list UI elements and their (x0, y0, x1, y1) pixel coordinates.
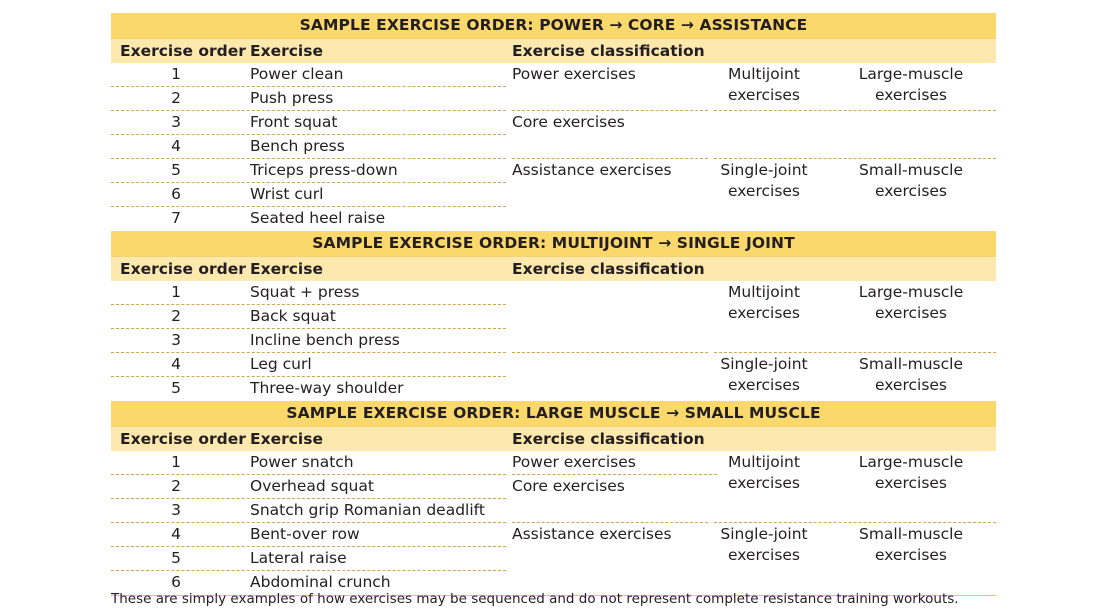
joint-group-label: Single-joint (720, 161, 808, 179)
header-row (111, 256, 996, 281)
exercise-name-cell: Overhead squat (250, 477, 374, 495)
exercise-order-cell: 5 (171, 161, 181, 179)
exercise-name-cell: Wrist curl (250, 185, 324, 203)
row-divider (111, 134, 506, 135)
exercise-name-cell: Push press (250, 89, 334, 107)
exercise-order-cell: 1 (171, 283, 181, 301)
joint-group-label: exercises (727, 376, 801, 394)
exercise-name-cell: Three-way shoulder (250, 379, 404, 397)
joint-group-label: Multijoint (728, 453, 800, 471)
joint-group-label: exercises (727, 86, 801, 104)
exercise-name-cell: Incline bench press (250, 331, 400, 349)
row-divider (111, 86, 506, 87)
header-exercise-order: Exercise order (120, 430, 246, 448)
exercise-name-cell: Leg curl (250, 355, 312, 373)
muscle-group-label: exercises (874, 86, 948, 104)
row-divider (111, 376, 506, 377)
classification-label: Core exercises (512, 113, 625, 131)
muscle-group-label: exercises (874, 182, 948, 200)
muscle-group-label: Large-muscle (858, 65, 964, 83)
exercise-name-cell: Front squat (250, 113, 338, 131)
muscle-group-label: Large-muscle (858, 453, 964, 471)
row-divider (111, 206, 506, 207)
exercise-name-cell: Power snatch (250, 453, 354, 471)
muscle-group-label: Small-muscle (858, 161, 963, 179)
exercise-name-cell: Squat + press (250, 283, 360, 301)
joint-group-label: Single-joint (720, 355, 808, 373)
row-divider (714, 158, 996, 159)
header-exercise-classification: Exercise classification (512, 260, 705, 278)
exercise-order-cell: 1 (171, 65, 181, 83)
row-divider (111, 304, 506, 305)
joint-group-label: exercises (727, 182, 801, 200)
exercise-order-cell: 6 (171, 185, 181, 203)
classification-label: Assistance exercises (512, 525, 672, 543)
header-exercise: Exercise (250, 42, 323, 60)
row-divider (111, 158, 506, 159)
row-divider (111, 352, 506, 353)
header-exercise-order: Exercise order (120, 42, 246, 60)
exercise-order-cell: 1 (171, 453, 181, 471)
joint-group-label: exercises (727, 474, 801, 492)
exercise-name-cell: Bent-over row (250, 525, 360, 543)
exercise-name-cell: Power clean (250, 65, 344, 83)
muscle-group-label: exercises (874, 304, 948, 322)
header-exercise: Exercise (250, 430, 323, 448)
muscle-group-label: exercises (874, 474, 948, 492)
header-exercise-classification: Exercise classification (512, 430, 705, 448)
row-divider (111, 546, 506, 547)
section-body (111, 281, 996, 401)
exercise-order-cell: 2 (171, 89, 181, 107)
exercise-name-cell: Triceps press-down (250, 161, 398, 179)
exercise-order-table (111, 13, 996, 596)
classification-label: Core exercises (512, 477, 625, 495)
clipped-previous-text (111, 0, 996, 6)
muscle-group-label: Small-muscle (858, 355, 963, 373)
exercise-order-cell: 5 (171, 379, 181, 397)
header-exercise: Exercise (250, 260, 323, 278)
muscle-group-label: exercises (874, 376, 948, 394)
row-divider (512, 110, 708, 111)
header-row (111, 38, 996, 63)
section-title: SAMPLE EXERCISE ORDER: LARGE MUSCLE → SMALL MUSCLE (111, 401, 996, 426)
row-divider (714, 110, 996, 111)
exercise-order-cell: 4 (171, 525, 181, 543)
section-body (111, 63, 996, 231)
header-exercise-order: Exercise order (120, 260, 246, 278)
exercise-name-cell: Abdominal crunch (250, 573, 391, 591)
classification-label: Power exercises (512, 453, 636, 471)
row-divider (714, 352, 996, 353)
row-divider (111, 110, 506, 111)
section-title: SAMPLE EXERCISE ORDER: MULTIJOINT → SINGLE JOINT (111, 231, 996, 256)
row-divider (714, 522, 996, 523)
exercise-order-cell: 3 (171, 501, 181, 519)
exercise-order-cell: 2 (171, 307, 181, 325)
classification-label: Assistance exercises (512, 161, 672, 179)
section-title: SAMPLE EXERCISE ORDER: POWER → CORE → ASSISTANCE (111, 13, 996, 38)
exercise-name-cell: Snatch grip Romanian deadlift (250, 501, 485, 519)
joint-group-label: Multijoint (728, 283, 800, 301)
row-divider (512, 474, 717, 475)
table-footnote: These are simply examples of how exercises may be sequenced and do not represent complete resistance training workouts. (111, 591, 959, 607)
exercise-order-cell: 2 (171, 477, 181, 495)
exercise-name-cell: Seated heel raise (250, 209, 386, 227)
row-divider (512, 158, 708, 159)
header-row (111, 426, 996, 451)
exercise-name-cell: Lateral raise (250, 549, 347, 567)
classification-label: Power exercises (512, 65, 636, 83)
section-body (111, 451, 996, 595)
joint-group-label: Single-joint (720, 525, 808, 543)
exercise-order-cell: 4 (171, 137, 181, 155)
row-divider (111, 570, 506, 571)
joint-group-label: Multijoint (728, 65, 800, 83)
row-divider (512, 522, 708, 523)
exercise-order-cell: 4 (171, 355, 181, 373)
row-divider (111, 328, 506, 329)
exercise-order-cell: 7 (171, 209, 181, 227)
muscle-group-label: exercises (874, 546, 948, 564)
exercise-order-cell: 3 (171, 113, 181, 131)
row-divider (111, 522, 506, 523)
exercise-name-cell: Bench press (250, 137, 345, 155)
joint-group-label: exercises (727, 304, 801, 322)
row-divider (111, 498, 506, 499)
exercise-order-cell: 5 (171, 549, 181, 567)
muscle-group-label: Small-muscle (858, 525, 963, 543)
row-divider (111, 182, 506, 183)
exercise-order-cell: 3 (171, 331, 181, 349)
row-divider (512, 352, 708, 353)
exercise-name-cell: Back squat (250, 307, 336, 325)
row-divider (111, 474, 506, 475)
header-exercise-classification: Exercise classification (512, 42, 705, 60)
joint-group-label: exercises (727, 546, 801, 564)
muscle-group-label: Large-muscle (858, 283, 964, 301)
exercise-order-cell: 6 (171, 573, 181, 591)
